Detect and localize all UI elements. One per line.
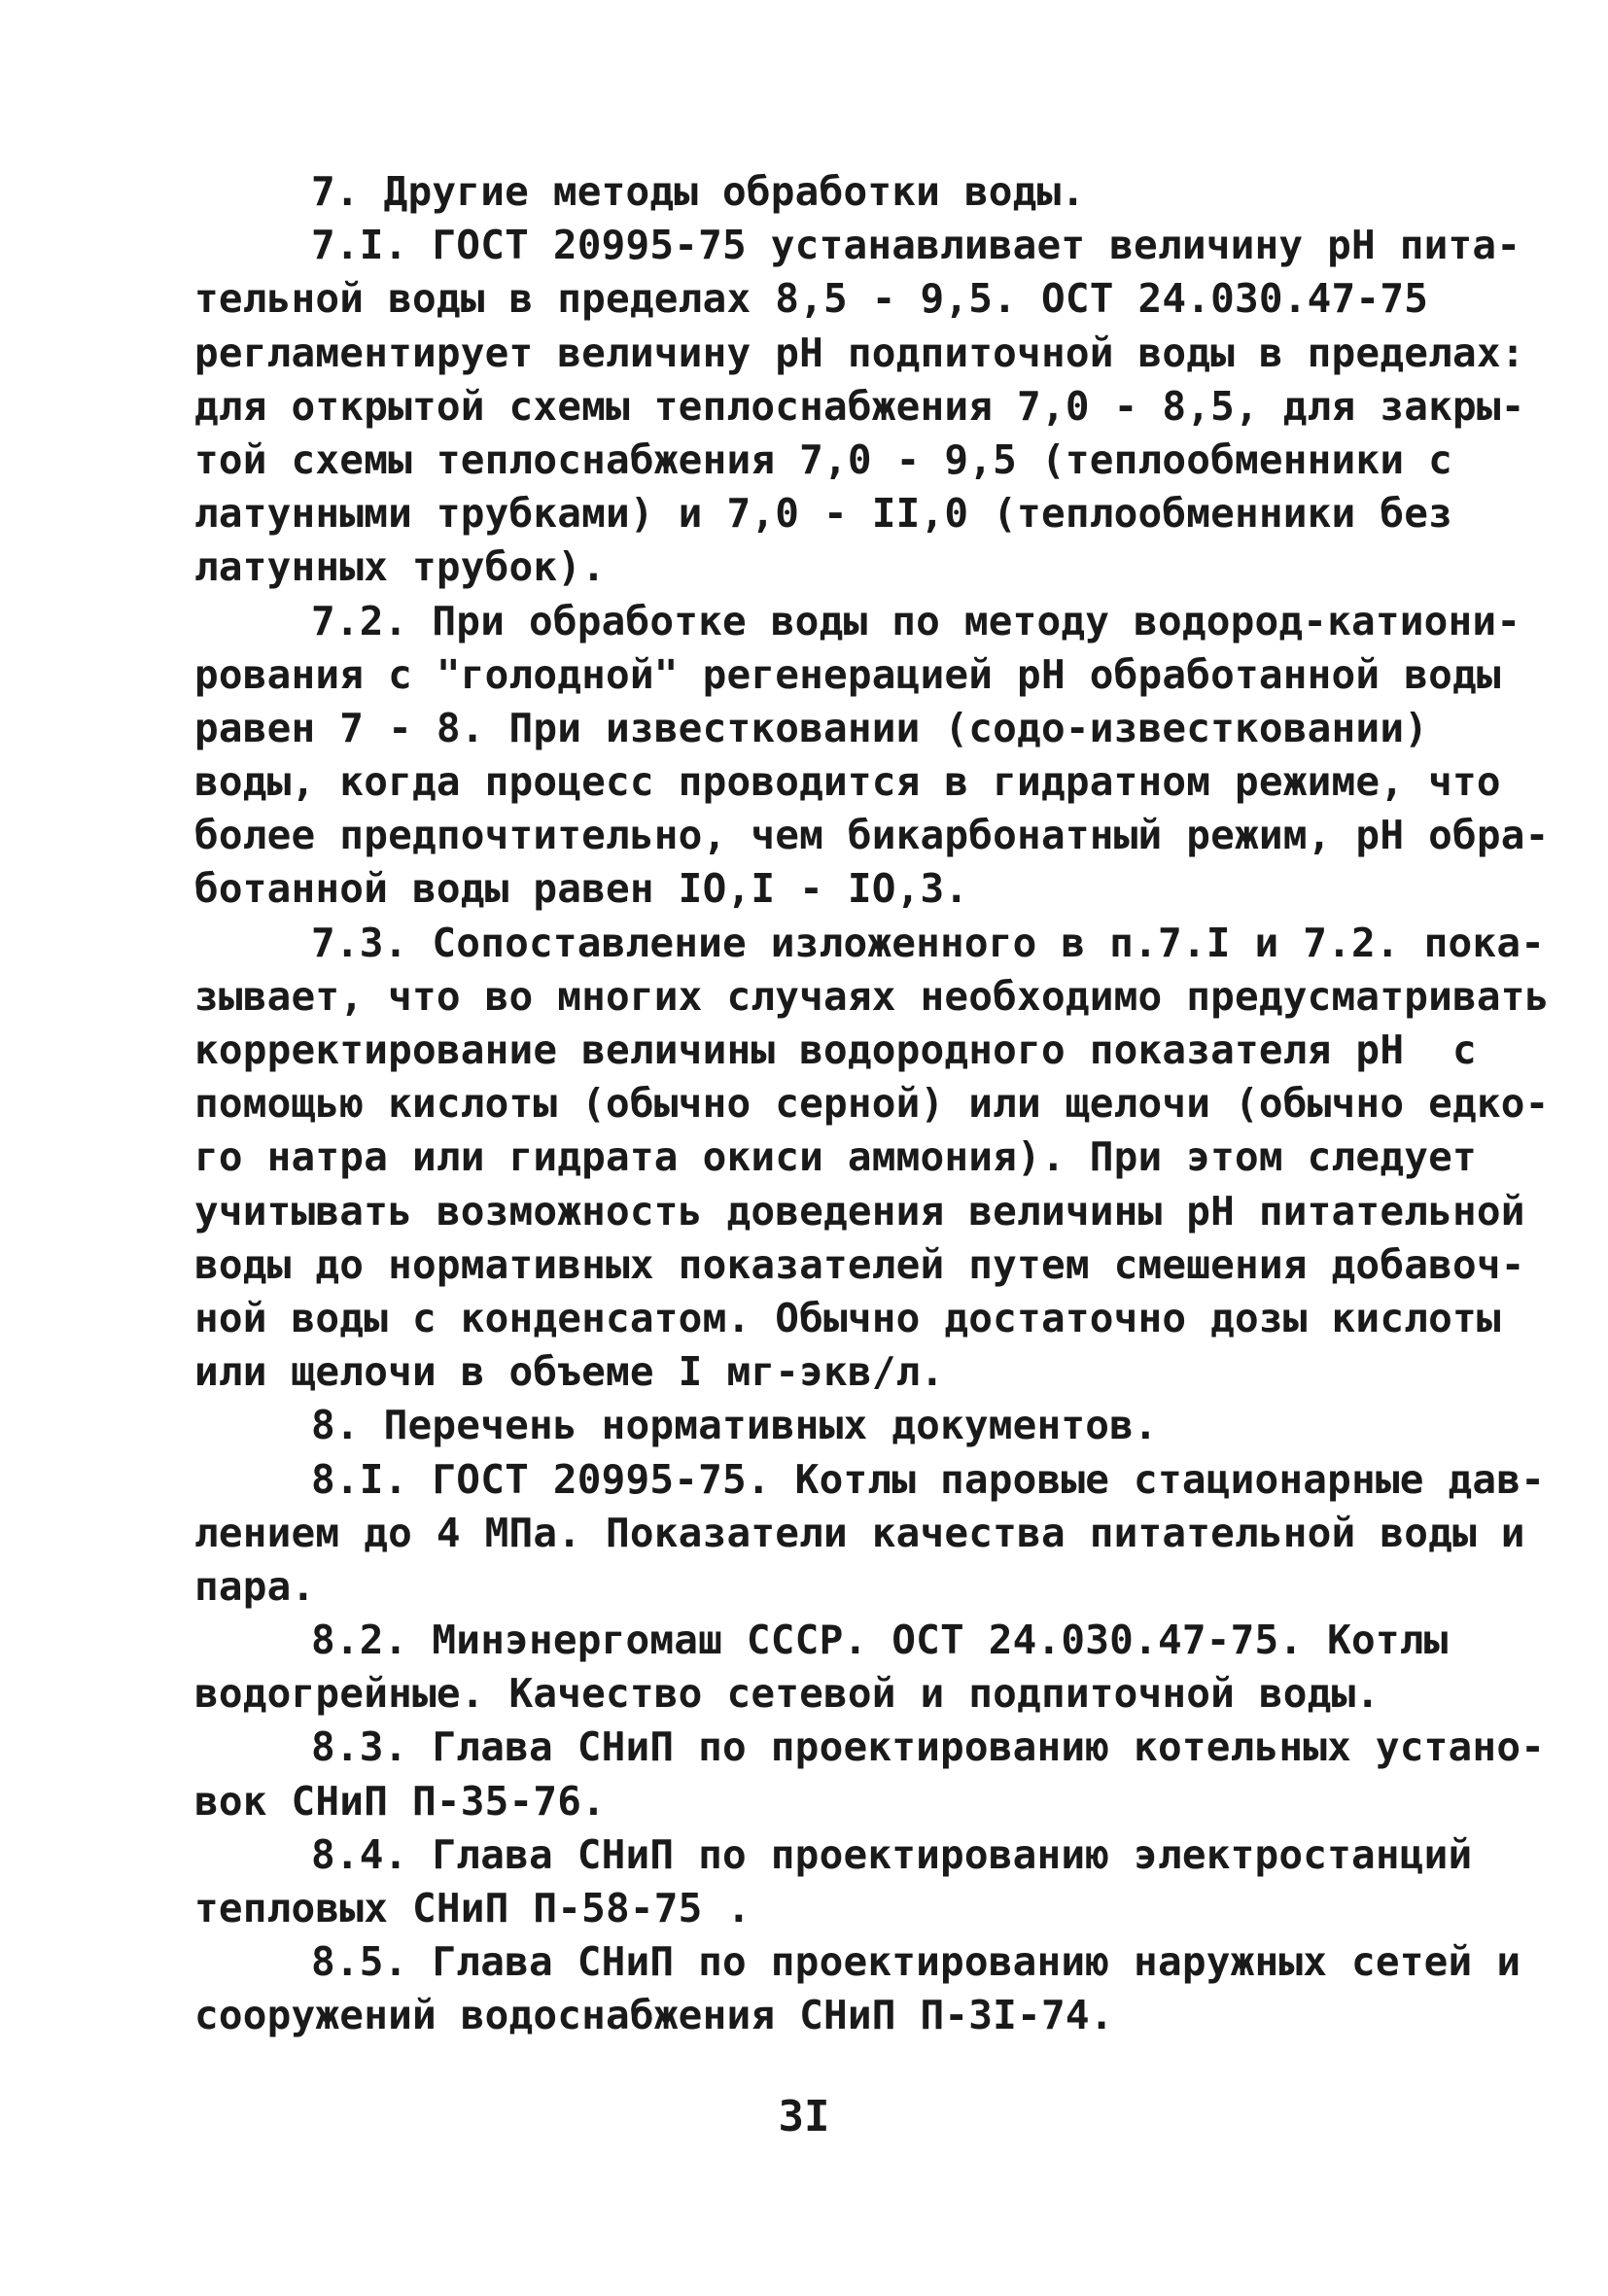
text-line: 8.5. Глава СНиП по проектированию наружных сетей и <box>311 1938 1521 1986</box>
section-heading-8: 8. Перечень нормативных документов. <box>311 1402 1158 1449</box>
text-line: сооружений водоснабжения СНиП П-3I-74. <box>194 1992 1114 2039</box>
body-text <box>194 165 1550 2043</box>
text-line: вок СНиП П-35-76. <box>194 1777 607 1825</box>
text-line: го натра или гидрата окиси аммония). При этом следует <box>194 1133 1477 1181</box>
text-line: воды, когда процесс проводится в гидратном режиме, что <box>194 758 1501 806</box>
text-line: лением до 4 МПа. Показатели качества питательной воды и <box>194 1509 1525 1556</box>
text-line: пара. <box>194 1562 316 1610</box>
text-line: водогрейные. Качество сетевой и подпиточной воды. <box>194 1670 1381 1718</box>
text-line: 8.3. Глава СНиП по проектированию котельных устано- <box>311 1723 1546 1771</box>
text-line: более предпочтительно, чем бикарбонатный режим, рН обра- <box>194 812 1550 859</box>
text-line: 8.2. Минэнергомаш СССР. ОСТ 24.030.47-75. Котлы <box>311 1617 1449 1664</box>
text-line: или щелочи в объеме I мг-экв/л. <box>194 1348 945 1396</box>
text-line: корректирование величины водородного показателя рН с <box>194 1026 1477 1073</box>
text-line: помощью кислоты (обычно серной) или щелочи (обычно едко- <box>194 1080 1550 1128</box>
text-line: для открытой схемы теплоснабжения 7,0 - 8,5, для закры- <box>194 382 1525 430</box>
page-number: 3I <box>778 2092 830 2141</box>
text-line: зывает, что во многих случаях необходимо предусматривать <box>194 972 1550 1020</box>
text-line: латунных трубок). <box>194 543 607 591</box>
text-line: 7.3. Сопоставление изложенного в п.7.I и 7.2. пока- <box>311 919 1546 966</box>
text-line: латунными трубками) и 7,0 - II,0 (теплообменники без <box>194 490 1452 538</box>
text-line: 7.I. ГОСТ 20995-75 устанавливает величину рН пита- <box>311 222 1521 269</box>
section-heading-7: 7. Другие методы обработки воды. <box>311 168 1086 215</box>
text-line: тельной воды в пределах 8,5 - 9,5. ОСТ 24.030.47-75 <box>194 275 1429 323</box>
text-line: 7.2. При обработке воды по методу водород-катиони- <box>311 597 1521 644</box>
text-line: тепловых СНиП П-58-75 . <box>194 1885 752 1931</box>
text-line: ботанной воды равен IO,I - IO,3. <box>194 865 969 913</box>
text-line: воды до нормативных показателей путем смешения добавоч- <box>194 1240 1525 1288</box>
text-line: регламентирует величину рН подпиточной воды в пределах: <box>194 329 1525 376</box>
text-line: ной воды с конденсатом. Обычно достаточно дозы кислоты <box>194 1294 1501 1341</box>
text-line: 8.4. Глава СНиП по проектированию электростанций <box>311 1830 1473 1878</box>
text-line: 8.I. ГОСТ 20995-75. Котлы паровые стационарные дав- <box>311 1455 1546 1503</box>
text-line: равен 7 - 8. При известковании (содо-известковании) <box>194 704 1429 751</box>
text-line: рования с "голодной" регенерацией рН обработанной воды <box>194 650 1501 698</box>
text-line: той схемы теплоснабжения 7,0 - 9,5 (теплообменники с <box>194 435 1452 483</box>
text-line: учитывать возможность доведения величины рН питательной <box>194 1187 1525 1235</box>
